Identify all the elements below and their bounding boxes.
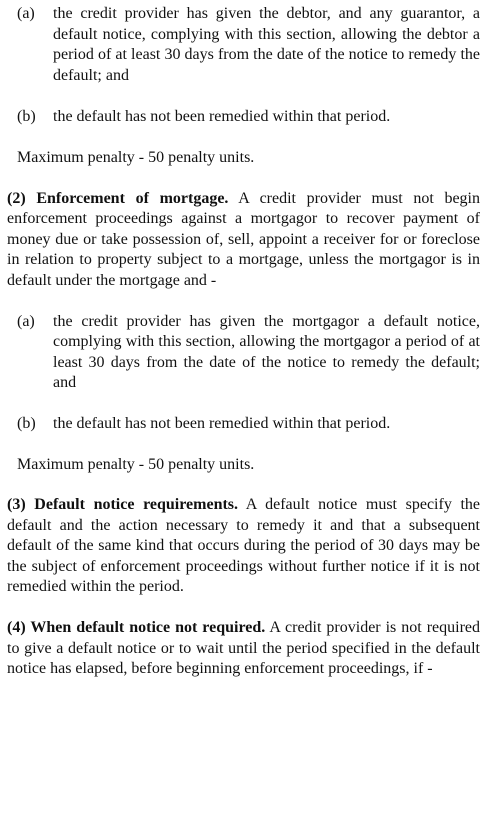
penalty-note-1: Maximum penalty - 50 penalty units. bbox=[17, 148, 255, 166]
section-4-heading: (4) When default notice not required. bbox=[7, 619, 266, 637]
item-label: (a) bbox=[17, 5, 35, 22]
list-item-2a bbox=[7, 312, 480, 394]
item-text: the credit provider has given the mortgagor a default notice, complying with this section, allowing the mortgagor a period of at least 30 days from the date of the notice to remedy the default; and bbox=[53, 312, 480, 392]
section-3-heading: (3) Default notice requirements. bbox=[7, 496, 239, 514]
item-text: the default has not been remedied within that period. bbox=[53, 108, 391, 126]
item-text: the default has not been remedied within that period. bbox=[53, 414, 391, 432]
section-4-paragraph bbox=[7, 618, 480, 680]
list-item-1a bbox=[7, 4, 480, 86]
list-item-1b bbox=[7, 107, 480, 128]
item-label: (b) bbox=[17, 108, 36, 126]
section-3-body: A default notice must specify the default and the action necessary to remedy it and that a subsequent default of the same kind that occurs during the period of 30 days may be the subject of enforcement proceedings without further notice if it is not remedied within the period. bbox=[7, 496, 481, 596]
section-2-paragraph bbox=[7, 189, 480, 292]
section-2-body: A credit provider must not begin enforcement proceedings against a mortgagor to recover payment of money due or take possession of, sell, appoint a receiver for or foreclose in relation to property subject to a mortgage, unless the mortgagor is in default under the mortgage and - bbox=[7, 189, 480, 289]
section-4-body: A credit provider is not required to give a default notice or to wait until the period specified in the default notice has elapsed, before beginning enforcement proceedings, if - bbox=[7, 619, 480, 678]
section-2-heading: (2) Enforcement of mortgage. bbox=[7, 189, 229, 207]
penalty-note-2: Maximum penalty - 50 penalty units. bbox=[17, 455, 255, 473]
item-label: (a) bbox=[17, 312, 35, 330]
item-label: (b) bbox=[17, 414, 36, 432]
item-text: the credit provider has given the debtor, and any guarantor, a default notice, complying with this section, allowing the debtor a period of at least 30 days from the date of the notice to remedy the default; and bbox=[53, 5, 480, 84]
section-3-paragraph bbox=[7, 495, 480, 598]
list-item-2b bbox=[7, 414, 480, 435]
